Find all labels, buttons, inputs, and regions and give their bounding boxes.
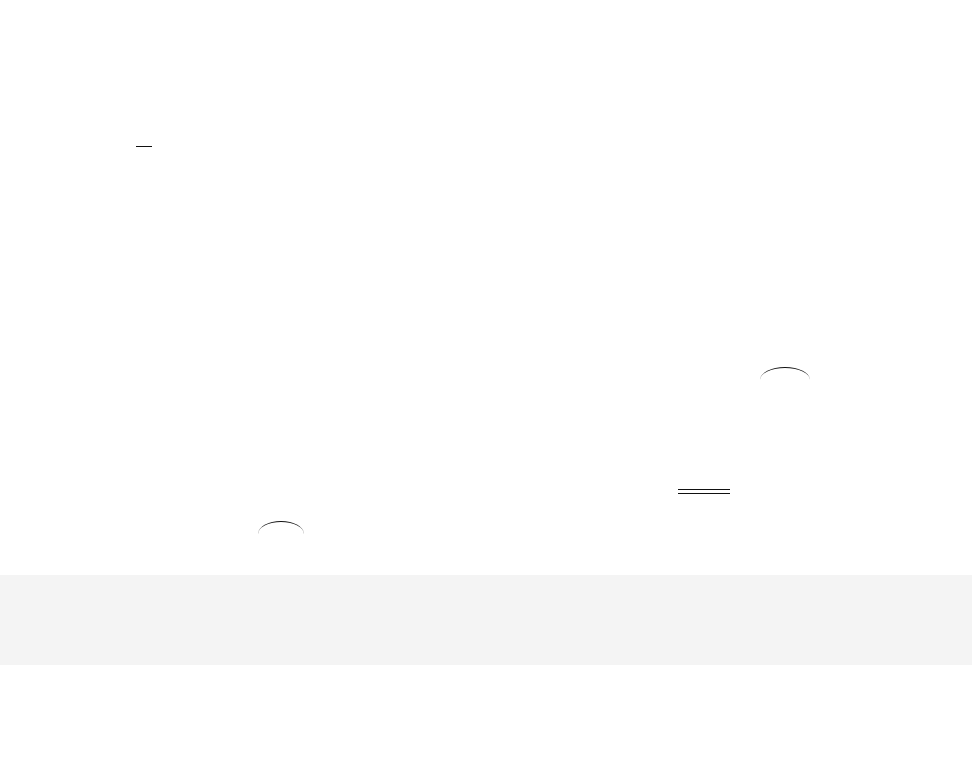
time-signature: [136, 146, 152, 147]
lyric-underline: [678, 489, 730, 494]
slur: [760, 367, 810, 380]
background-band: [0, 575, 972, 665]
slur: [258, 521, 304, 534]
time-signature-bottom: [136, 146, 152, 147]
